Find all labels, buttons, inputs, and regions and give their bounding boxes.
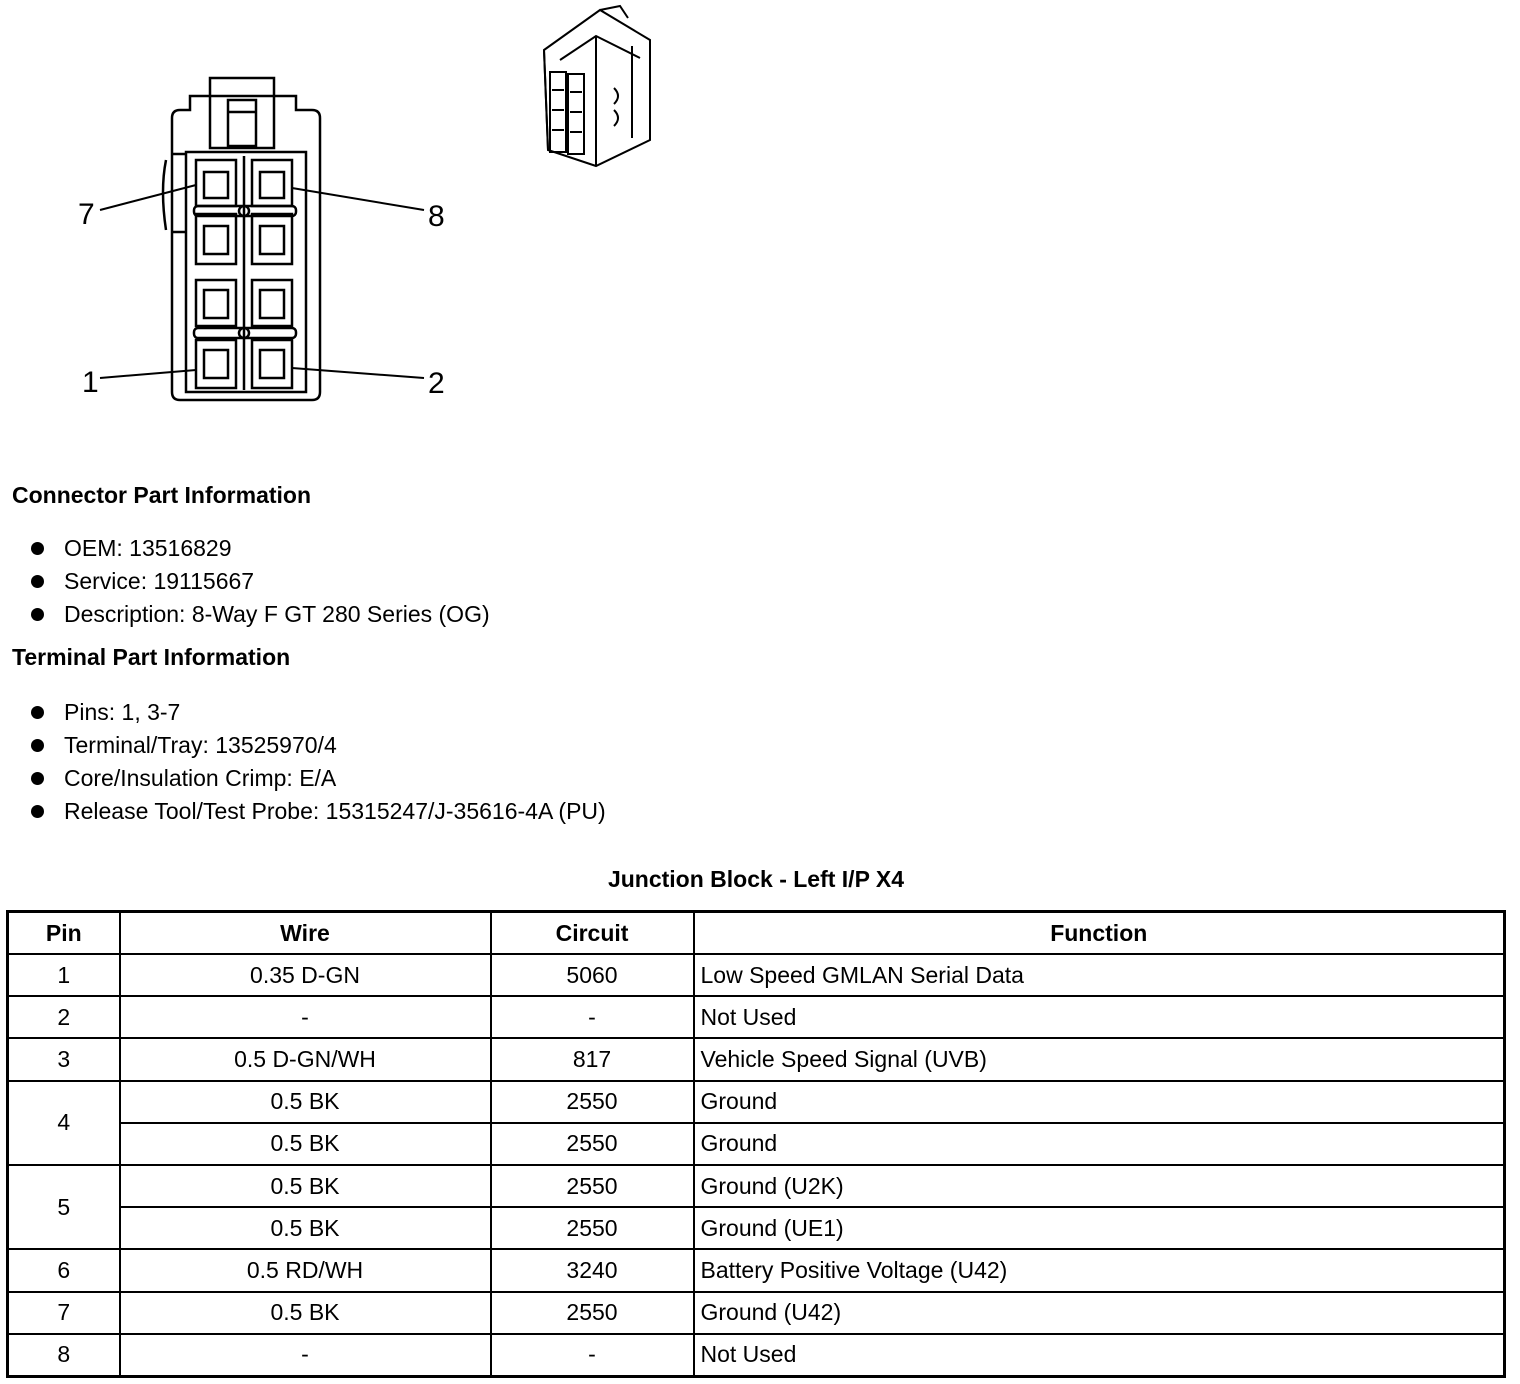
bullet-icon: [31, 772, 44, 785]
list-item: [28, 565, 490, 598]
terminal-info-list: [28, 696, 606, 828]
table-header-row: [8, 912, 1505, 955]
cell-wire: -: [120, 996, 491, 1038]
list-item: [28, 696, 606, 729]
table-row: [8, 1123, 1505, 1165]
list-item: [28, 532, 490, 565]
cell-wire: 0.5 BK: [120, 1207, 491, 1249]
table-title: Junction Block - Left I/P X4: [607, 866, 905, 892]
list-item: [28, 762, 606, 795]
header-pin: Pin: [8, 912, 120, 955]
cell-wire: 0.5 BK: [120, 1081, 491, 1123]
cell-function: Ground: [694, 1081, 1505, 1123]
cell-pin: 5: [8, 1165, 120, 1249]
table-row: [8, 1081, 1505, 1123]
table-row: [8, 1165, 1505, 1207]
table-row: [8, 1292, 1505, 1334]
connector-info-title: Connector Part Information: [12, 482, 312, 508]
cell-function: Ground (U2K): [694, 1165, 1505, 1207]
bullet-icon: [31, 706, 44, 719]
list-item-text: OEM: 13516829: [64, 535, 232, 561]
cell-circuit: -: [491, 996, 694, 1038]
header-function: Function: [694, 912, 1505, 955]
list-item-text: Terminal/Tray: 13525970/4: [64, 732, 337, 758]
connector-isometric-view: [530, 0, 660, 170]
bullet-icon: [31, 805, 44, 818]
bullet-icon: [31, 608, 44, 621]
cell-pin: 2: [8, 996, 120, 1038]
list-item-text: Core/Insulation Crimp: E/A: [64, 765, 337, 791]
table-row: [8, 1038, 1505, 1080]
cell-pin: 4: [8, 1081, 120, 1165]
cell-wire: 0.5 BK: [120, 1292, 491, 1334]
table-row: [8, 1207, 1505, 1249]
cell-pin: 3: [8, 1038, 120, 1080]
list-item: [28, 729, 606, 762]
pin-label-2: 2: [428, 367, 445, 400]
bullet-icon: [31, 739, 44, 752]
pinout-table: [6, 910, 1506, 1378]
pin-label-7: 7: [78, 198, 95, 231]
cell-wire: 0.5 D-GN/WH: [120, 1038, 491, 1080]
cell-wire: -: [120, 1334, 491, 1377]
list-item-text: Release Tool/Test Probe: 15315247/J-35616-4A (PU): [64, 798, 606, 824]
list-item-text: Pins: 1, 3-7: [64, 699, 181, 725]
terminal-info-title: Terminal Part Information: [12, 644, 291, 670]
cell-circuit: 2550: [491, 1123, 694, 1165]
cell-wire: 0.5 RD/WH: [120, 1249, 491, 1291]
pin-label-1: 1: [82, 366, 99, 399]
cell-function: Vehicle Speed Signal (UVB): [694, 1038, 1505, 1080]
cell-function: Not Used: [694, 996, 1505, 1038]
cell-function: Battery Positive Voltage (U42): [694, 1249, 1505, 1291]
connector-info-list: [28, 532, 490, 631]
cell-circuit: 2550: [491, 1081, 694, 1123]
list-item: [28, 795, 606, 828]
table-row: [8, 954, 1505, 996]
cell-circuit: 2550: [491, 1165, 694, 1207]
table-row: [8, 996, 1505, 1038]
cell-circuit: 2550: [491, 1292, 694, 1334]
cell-function: Ground: [694, 1123, 1505, 1165]
table-row: [8, 1249, 1505, 1291]
list-item: [28, 598, 490, 631]
header-wire: Wire: [120, 912, 491, 955]
cell-pin: 1: [8, 954, 120, 996]
cell-function: Ground (U42): [694, 1292, 1505, 1334]
cell-circuit: 5060: [491, 954, 694, 996]
cell-function: Not Used: [694, 1334, 1505, 1377]
list-item-text: Description: 8-Way F GT 280 Series (OG): [64, 601, 490, 627]
table-row: [8, 1334, 1505, 1377]
cell-circuit: 2550: [491, 1207, 694, 1249]
list-item-text: Service: 19115667: [64, 568, 255, 594]
bullet-icon: [31, 542, 44, 555]
bullet-icon: [31, 575, 44, 588]
cell-wire: 0.5 BK: [120, 1165, 491, 1207]
cell-function: Ground (UE1): [694, 1207, 1505, 1249]
cell-pin: 6: [8, 1249, 120, 1291]
cell-circuit: -: [491, 1334, 694, 1377]
cell-wire: 0.5 BK: [120, 1123, 491, 1165]
pin-label-8: 8: [428, 200, 445, 233]
connector-face-diagram: [60, 0, 480, 420]
cell-wire: 0.35 D-GN: [120, 954, 491, 996]
cell-circuit: 817: [491, 1038, 694, 1080]
header-circuit: Circuit: [491, 912, 694, 955]
cell-pin: 7: [8, 1292, 120, 1334]
cell-pin: 8: [8, 1334, 120, 1377]
cell-circuit: 3240: [491, 1249, 694, 1291]
cell-function: Low Speed GMLAN Serial Data: [694, 954, 1505, 996]
